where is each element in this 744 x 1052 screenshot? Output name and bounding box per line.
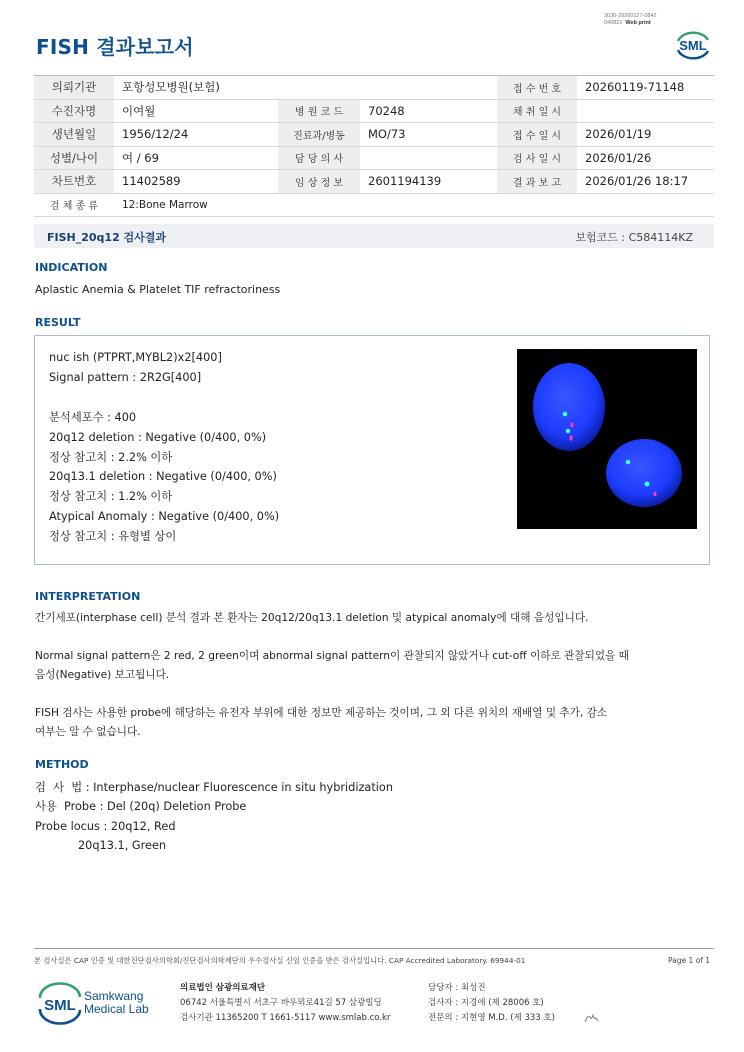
info-label: 검 체 종 류 (34, 193, 114, 217)
interpretation-line: 간기세포(interphase cell) 분석 결과 본 환자는 20q12/20q13.1 deletion 및 atypical anomaly에 대해 음성입니다. (35, 612, 589, 624)
staff-info (428, 981, 555, 1026)
info-row (34, 99, 714, 123)
green-signal (563, 412, 568, 417)
info-label: 담 당 의 사 (278, 146, 360, 170)
info-label: 생년월일 (34, 123, 114, 147)
sml-mark-icon (36, 981, 84, 1025)
result-line (49, 388, 279, 408)
info-value: 20260119-71148 (577, 76, 714, 100)
result-line: Signal pattern : 2R2G[400] (49, 370, 202, 384)
interpretation-text (35, 609, 629, 742)
accreditation-note: 본 검사실은 CAP 인증 및 대한진단검사의학회/진단검사의학재단의 우수검사실 신임 인증을 받은 검사실입니다. CAP Accredited Laboratory. 69944-01 (34, 956, 526, 965)
nucleus (606, 439, 682, 507)
organization-info (180, 981, 390, 1026)
logo-name-line: Samkwang (84, 989, 144, 1003)
insurance-code: 보험코드 : C584114KZ (575, 231, 693, 244)
info-row (34, 170, 714, 194)
method-line: Probe locus : 20q12, Red (35, 819, 176, 833)
result-heading: RESULT (35, 316, 81, 329)
red-signal (569, 435, 572, 441)
info-row (34, 193, 714, 217)
result-line: nuc ish (PTPRT,MYBL2)x2[400] (49, 351, 222, 364)
staff-line: 검사자 : 지경애 (제 28006 호) (428, 998, 544, 1008)
result-line: 정상 참고치 : 1.2% 이하 (49, 490, 173, 504)
result-line: 20q13.1 deletion : Negative (0/400, 0%) (49, 470, 277, 484)
info-value: 1956/12/24 (114, 123, 278, 147)
result-line: 정상 참고치 : 2.2% 이하 (49, 450, 173, 464)
info-value (577, 99, 714, 123)
fish-image (517, 349, 697, 529)
info-value: 2601194139 (360, 170, 497, 194)
info-label: 의뢰기관 (34, 76, 114, 100)
page-number: Page 1 of 1 (668, 956, 711, 965)
method-line: 검 사 법 : Interphase/nuclear Fluorescence in situ hybridization (35, 781, 393, 794)
result-lines (49, 348, 279, 547)
info-value: 12:Bone Marrow (114, 193, 714, 217)
sml-logo (672, 26, 714, 62)
result-line: 정상 참고치 : 유형별 상이 (49, 530, 177, 544)
info-label: 차트번호 (34, 170, 114, 194)
interpretation-line: Normal signal pattern은 2 red, 2 green이며 abnormal signal pattern이 관찰되지 않았거나 cut-off 이하로 관찰되었을 때 (35, 650, 629, 662)
method-line: 사용 Probe : Del (20q) Deletion Probe (35, 800, 247, 814)
staff-line: 담당자 : 최성진 (428, 983, 486, 993)
interpretation-line: 음성(Negative) 보고됩니다. (35, 669, 170, 681)
info-value: 2026/01/19 (577, 123, 714, 147)
info-value: 11402589 (114, 170, 278, 194)
info-label: 수진자명 (34, 99, 114, 123)
result-line: Atypical Anomaly : Negative (0/400, 0%) (49, 510, 280, 524)
info-label: 검 사 일 시 (497, 146, 577, 170)
info-label: 접 수 번 호 (497, 76, 577, 100)
method-line: 20q13.1, Green (78, 838, 167, 852)
org-contact: 검사기관 11365200 T 1661-5117 www.smlab.co.kr (180, 1013, 391, 1023)
indication-text: Aplastic Anemia & Platelet TIF refractoriness (35, 283, 281, 296)
test-name: FISH_20q12 검사결과 (47, 231, 167, 244)
print-code: 3036-20260127-0842 040822 Web print (604, 13, 657, 26)
interpretation-line: 여부는 알 수 없습니다. (35, 726, 141, 738)
info-row (34, 146, 714, 170)
info-value: 70248 (360, 99, 497, 123)
org-name: 의료법인 삼광의료재단 (180, 983, 266, 993)
info-label: 병 원 코 드 (278, 99, 360, 123)
info-value: 이여월 (114, 99, 278, 123)
info-label: 진료과/병동 (278, 123, 360, 147)
info-label: 채 취 일 시 (497, 99, 577, 123)
logo-name-line: Medical Lab (84, 1002, 149, 1016)
method-text (35, 778, 393, 855)
interpretation-heading: INTERPRETATION (35, 590, 141, 603)
info-value: 2026/01/26 18:17 (577, 170, 714, 194)
green-signal (626, 460, 631, 465)
info-row (34, 76, 714, 100)
svg-text:SML: SML (679, 38, 707, 53)
info-label: 접 수 일 시 (497, 123, 577, 147)
info-value: MO/73 (360, 123, 497, 147)
signature (584, 1012, 600, 1024)
info-label: 임 상 정 보 (278, 170, 360, 194)
samkwang-logo (36, 981, 160, 1025)
result-box (34, 335, 710, 565)
nucleus (533, 363, 605, 451)
red-signal (654, 492, 657, 497)
test-header-bar (34, 224, 714, 248)
report-title: FISH 결과보고서 (36, 35, 194, 59)
red-signal (570, 422, 573, 427)
staff-line: 전문의 : 지현영 M.D. (제 333 호) (428, 1013, 555, 1023)
info-row (34, 123, 714, 147)
info-value: 여 / 69 (114, 146, 278, 170)
result-line: 분석세포수 : 400 (49, 410, 137, 424)
org-address: 06742 서울특별시 서초구 바우뫼로41길 57 삼광빌딩 (180, 998, 382, 1008)
info-value (360, 146, 497, 170)
info-value: 2026/01/26 (577, 146, 714, 170)
info-value: 포항성모병원(보험) (114, 76, 497, 100)
method-heading: METHOD (35, 758, 89, 771)
green-signal (645, 482, 650, 487)
svg-text:SML: SML (44, 997, 76, 1014)
interpretation-line: FISH 검사는 사용한 probe에 해당하는 유전자 부위에 대한 정보만 제공하는 것이며, 그 외 다른 위치의 재배열 및 추가, 감소 (35, 707, 608, 719)
footer-divider (34, 948, 714, 949)
result-line: 20q12 deletion : Negative (0/400, 0%) (49, 430, 267, 444)
info-label: 결 과 보 고 (497, 170, 577, 194)
green-signal (566, 429, 571, 434)
patient-info-table (34, 75, 714, 217)
info-label: 성별/나이 (34, 146, 114, 170)
indication-heading: INDICATION (35, 261, 108, 274)
